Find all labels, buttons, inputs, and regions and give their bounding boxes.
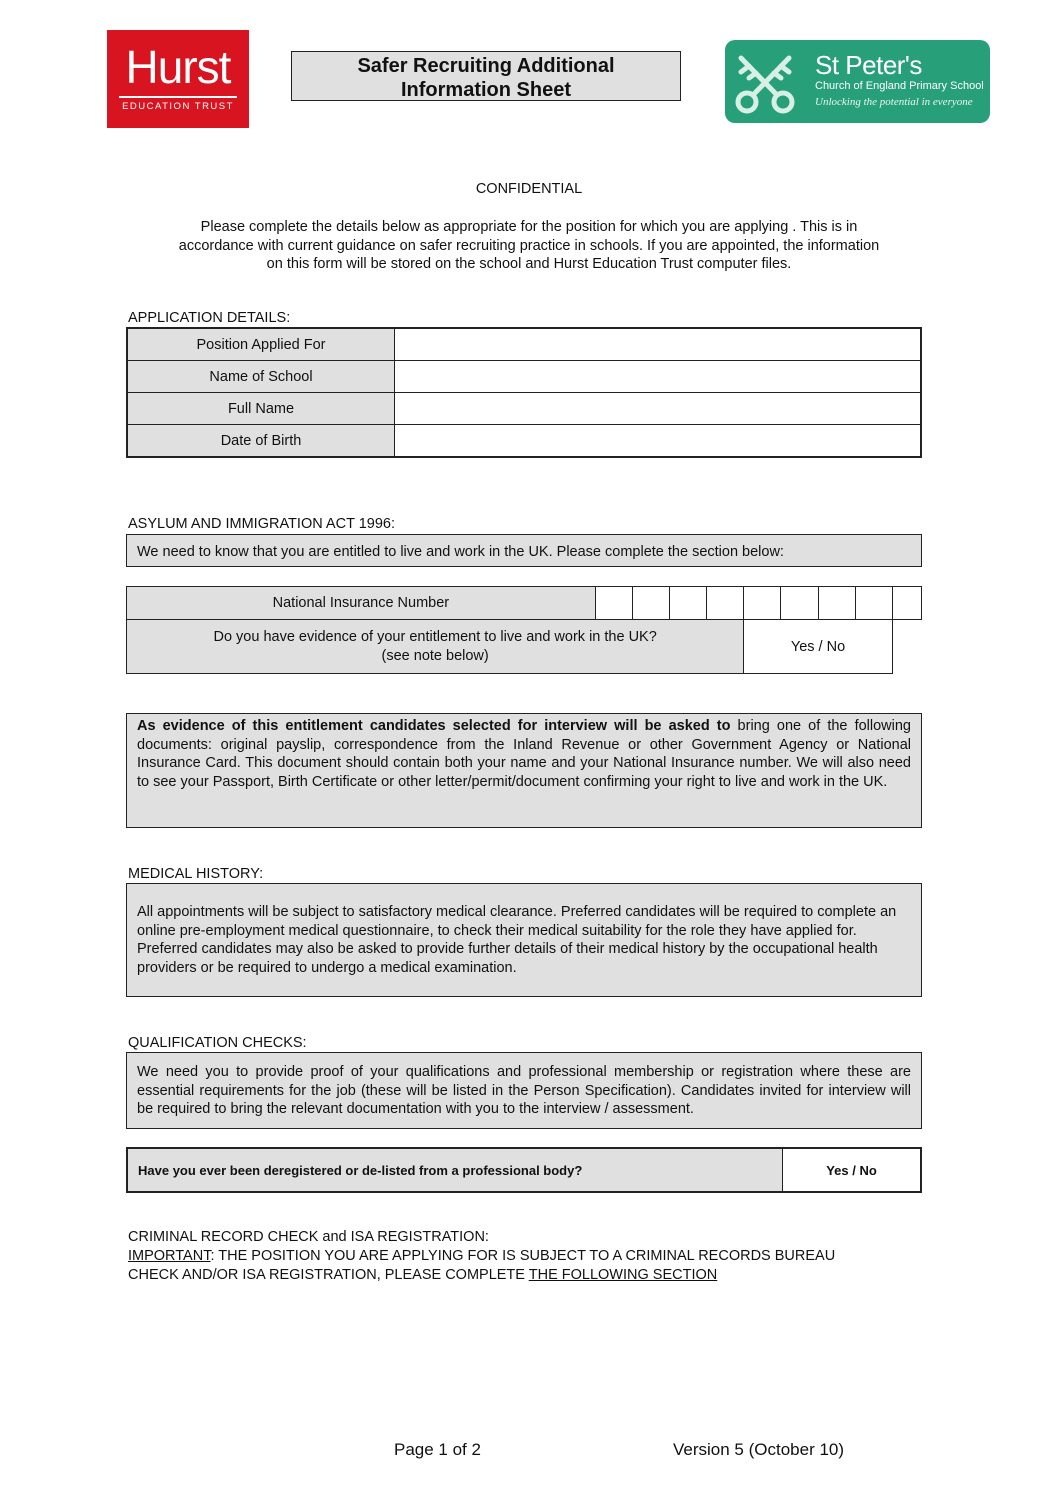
table-row <box>127 1148 921 1192</box>
page-number: Page 1 of 2 <box>394 1440 481 1459</box>
ni-digit-field[interactable] <box>670 587 707 620</box>
version-label: Version 5 (October 10) <box>673 1440 845 1459</box>
deregistration-answer[interactable]: Yes / No <box>783 1148 922 1192</box>
full-name-label: Full Name <box>127 393 395 425</box>
evidence-text: bring one of the following documents: original payslip, correspondence from the Inland Revenue or other Government Agency or National Insurance Card. This document should contain both your name and your National Insurance number. We will also need to see your Passport, Birth Certificate or other letter/permit/document confirming your right to live and work in the UK. <box>137 718 911 790</box>
school-field[interactable] <box>395 361 922 393</box>
evidence-answer[interactable]: Yes / No <box>744 620 893 674</box>
st-peters-name: St Peter's <box>815 50 922 80</box>
qualification-heading: QUALIFICATION CHECKS: <box>128 1035 307 1051</box>
ni-digit-field[interactable] <box>892 587 921 620</box>
application-table <box>126 327 922 458</box>
st-peters-tagline: Unlocking the potential in everyone <box>815 96 973 108</box>
hurst-logo-sub: EDUCATION TRUST <box>122 101 234 112</box>
confidential-label: CONFIDENTIAL <box>475 181 583 197</box>
hurst-education-trust-logo <box>107 30 249 128</box>
medical-text: All appointments will be subject to satisfactory medical clearance. Preferred candidates will be required to complete an online pre-employment medical questionnaire, to check their medical suitability for the role they have applied for. Preferred candidates may also be asked to provide further details of their medical history by the occupational health providers or be required to undergo a medical examination. <box>126 883 922 997</box>
criminal-line2 <box>128 1266 938 1285</box>
dob-label: Date of Birth <box>127 425 395 458</box>
full-name-field[interactable] <box>395 393 922 425</box>
table-row <box>127 620 922 674</box>
ni-table <box>126 586 922 674</box>
table-row <box>127 361 921 393</box>
intro-line3: on this form will be stored on the school and Hurst Education Trust computer files. <box>266 256 792 272</box>
evidence-note <box>126 713 922 828</box>
evidence-question: Do you have evidence of your entitlement to live and work in the UK? <box>213 629 657 645</box>
st-peters-logo <box>725 40 990 123</box>
deregistration-question: Have you ever been deregistered or de-listed from a professional body? <box>127 1148 783 1192</box>
ni-digit-field[interactable] <box>818 587 855 620</box>
position-label: Position Applied For <box>127 328 395 361</box>
criminal-line1-rest: : THE POSITION YOU ARE APPLYING FOR IS SUBJECT TO A CRIMINAL RECORDS BUREAU <box>210 1248 836 1264</box>
ni-digit-field[interactable] <box>632 587 669 620</box>
table-row <box>127 425 921 458</box>
position-field[interactable] <box>395 328 922 361</box>
ni-label: National Insurance Number <box>127 587 596 620</box>
evidence-question-cell <box>127 620 744 674</box>
dob-field[interactable] <box>395 425 922 458</box>
qualification-text: We need you to provide proof of your qualifications and professional membership or registration where these are essential requirements for the job (these will be listed in the Person Specification). Candidates invited for interview will be required to bring the relevant documentation with you to the interview / assessment. <box>126 1052 922 1129</box>
asylum-note: We need to know that you are entitled to live and work in the UK. Please complete the section below: <box>126 534 922 567</box>
school-label: Name of School <box>127 361 395 393</box>
table-row <box>127 393 921 425</box>
criminal-line2-start: CHECK AND/OR ISA REGISTRATION, PLEASE COMPLETE <box>128 1267 529 1283</box>
form-title <box>291 51 681 101</box>
ni-digit-field[interactable] <box>781 587 818 620</box>
table-row <box>127 328 921 361</box>
asylum-heading: ASYLUM AND IMMIGRATION ACT 1996: <box>128 516 395 532</box>
ni-digit-field[interactable] <box>707 587 744 620</box>
form-title-line2: Information Sheet <box>400 79 571 101</box>
hurst-logo-rule <box>119 96 237 98</box>
intro-line2: accordance with current guidance on safer recruiting practice in schools. If you are appointed, the information <box>178 237 880 254</box>
ni-digit-field[interactable] <box>595 587 632 620</box>
evidence-bold: As evidence of this entitlement candidates selected for interview will be asked to <box>137 718 731 734</box>
ni-digit-field[interactable] <box>855 587 892 620</box>
crossed-keys-icon <box>733 50 799 116</box>
criminal-heading: CRIMINAL RECORD CHECK and ISA REGISTRATION: <box>128 1229 489 1245</box>
intro-line1: Please complete the details below as appropriate for the position for which you are applying . This is in <box>200 219 858 235</box>
ni-digit-field[interactable] <box>744 587 781 620</box>
criminal-line2-under: THE FOLLOWING SECTION <box>528 1267 718 1283</box>
criminal-line1 <box>128 1247 938 1266</box>
st-peters-school: Church of England Primary School <box>815 80 984 92</box>
evidence-sub: (see note below) <box>381 647 489 664</box>
intro-text <box>130 218 928 274</box>
hurst-logo-word: Hurst <box>125 41 231 93</box>
important-label: IMPORTANT <box>128 1248 211 1264</box>
criminal-record-section <box>128 1228 938 1285</box>
medical-heading: MEDICAL HISTORY: <box>128 866 264 882</box>
table-row <box>127 587 922 620</box>
deregistration-table <box>126 1147 922 1193</box>
application-heading: APPLICATION DETAILS: <box>128 310 291 326</box>
form-title-line1: Safer Recruiting Additional <box>357 55 615 77</box>
